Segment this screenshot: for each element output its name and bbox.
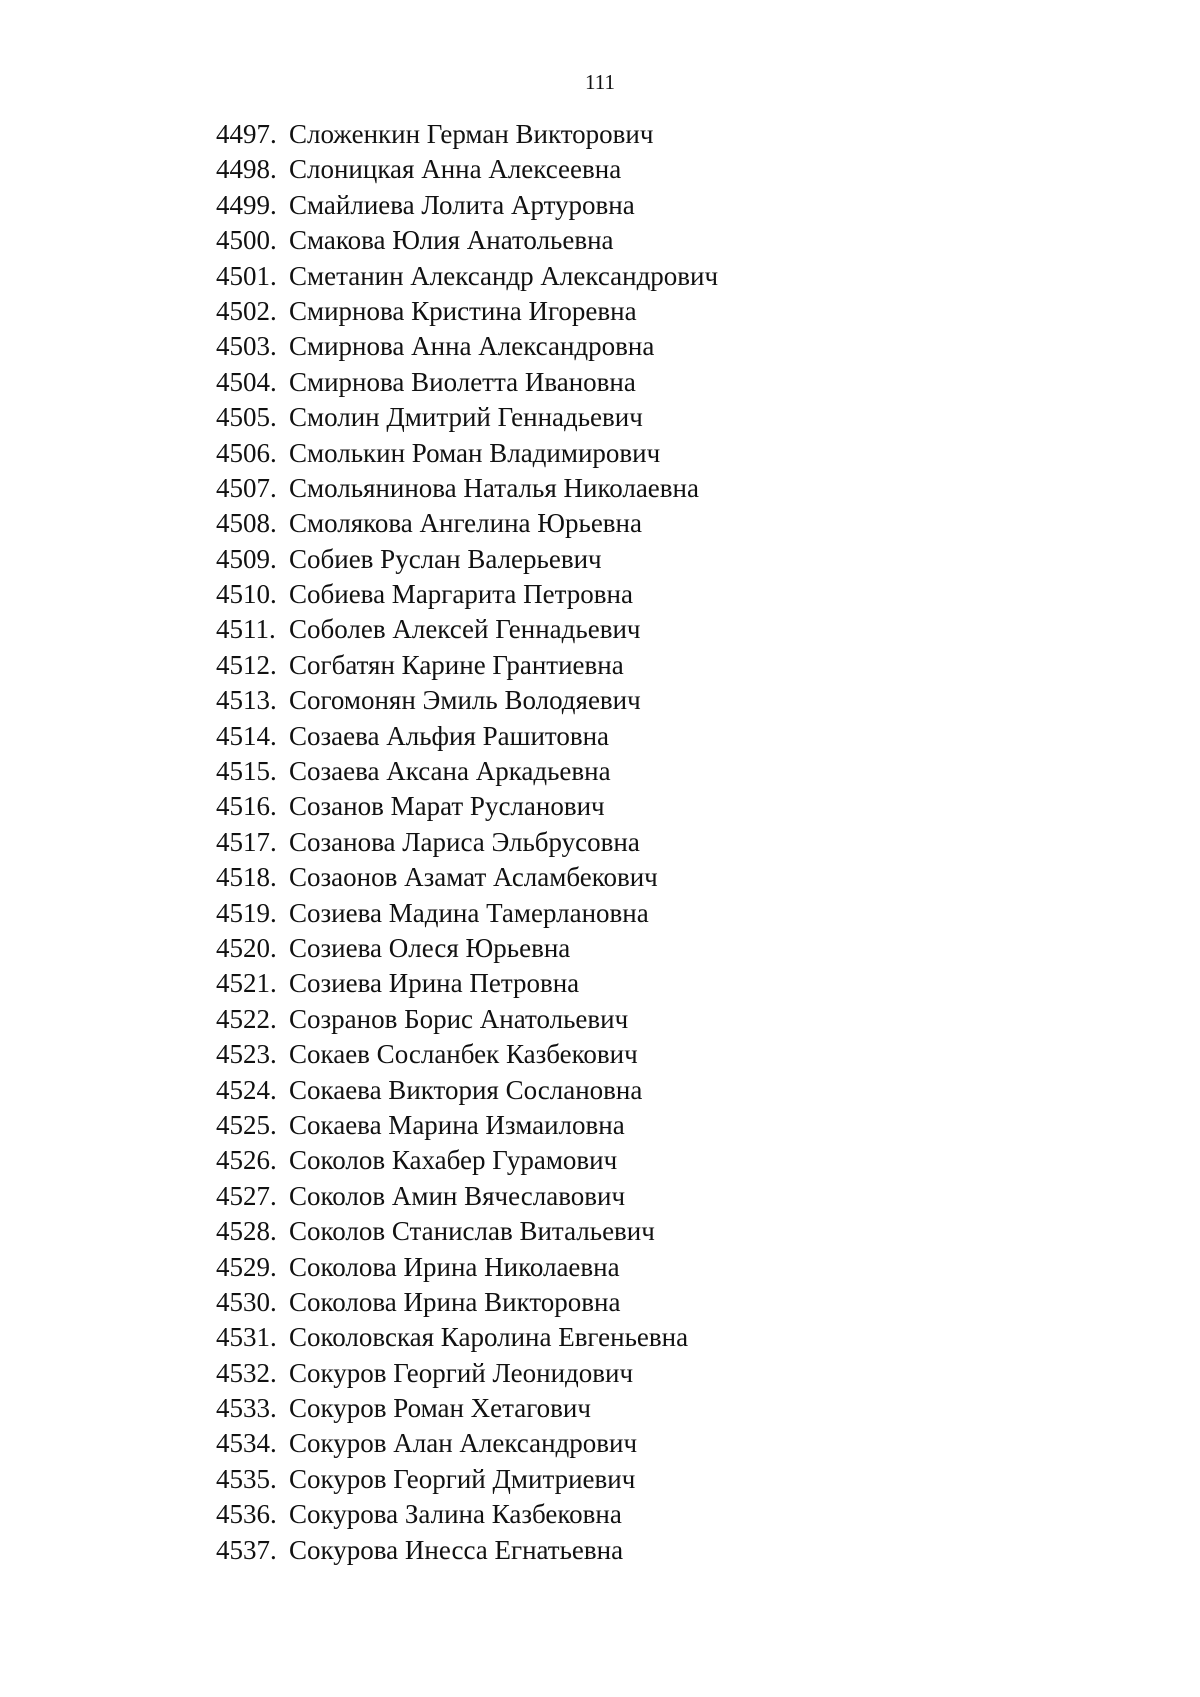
item-name: Сокуров Роман Хетагович: [289, 1393, 591, 1424]
item-name: Сокуров Георгий Леонидович: [289, 1357, 634, 1388]
item-name: Смолькин Роман Владимирович: [289, 437, 661, 468]
list-item: [216, 506, 718, 541]
list-item: [216, 754, 718, 789]
item-name: Созанов Марат Русланович: [289, 791, 605, 822]
list-item: [216, 1214, 718, 1249]
item-name: Смайлиева Лолита Артуровна: [289, 189, 635, 220]
item-number: 4530.: [216, 1286, 277, 1317]
item-name: Смакова Юлия Анатольевна: [289, 225, 614, 256]
item-number: 4516.: [216, 791, 277, 822]
list-item: [216, 612, 718, 647]
list-item: [216, 1285, 718, 1320]
item-number: 4531.: [216, 1322, 277, 1353]
item-number: 4515.: [216, 756, 277, 787]
item-number: 4533.: [216, 1393, 277, 1424]
item-name: Созранов Борис Анатольевич: [289, 1003, 629, 1034]
item-name: Созаонов Азамат Асламбекович: [289, 862, 658, 893]
list-item: [216, 931, 718, 966]
list-item: [216, 1037, 718, 1072]
item-number: 4522.: [216, 1003, 277, 1034]
item-name: Соколова Ирина Викторовна: [289, 1286, 621, 1317]
list-item: [216, 1250, 718, 1285]
item-name: Созиева Олеся Юрьевна: [289, 932, 571, 963]
item-number: 4505.: [216, 402, 277, 433]
list-item: [216, 1462, 718, 1497]
list-item: [216, 294, 718, 329]
list-item: [216, 648, 718, 683]
list-item: [216, 1320, 718, 1355]
item-number: 4519.: [216, 897, 277, 928]
item-number: 4514.: [216, 720, 277, 751]
item-number: 4510.: [216, 579, 277, 610]
item-name: Согомонян Эмиль Володяевич: [289, 685, 641, 716]
item-number: 4502.: [216, 295, 277, 326]
list-item: [216, 1108, 718, 1143]
item-number: 4501.: [216, 260, 277, 291]
item-name: Смолин Дмитрий Геннадьевич: [289, 402, 643, 433]
list-item: [216, 683, 718, 718]
item-number: 4520.: [216, 932, 277, 963]
item-name: Созанова Лариса Эльбрусовна: [289, 826, 640, 857]
list-item: [216, 1143, 718, 1178]
list-item: [216, 789, 718, 824]
item-name: Согбатян Карине Грантиевна: [289, 649, 624, 680]
item-name: Соколов Кахабер Гурамович: [289, 1145, 618, 1176]
item-name: Сметанин Александр Александрович: [289, 260, 719, 291]
item-name: Собиева Маргарита Петровна: [289, 579, 633, 610]
list-item: [216, 1497, 718, 1532]
list-item: [216, 1179, 718, 1214]
item-number: 4536.: [216, 1499, 277, 1530]
item-name: Созаева Аксана Аркадьевна: [289, 756, 611, 787]
list-item: [216, 436, 718, 471]
list-item: [216, 117, 718, 152]
item-number: 4528.: [216, 1216, 277, 1247]
list-item: [216, 152, 718, 187]
list-item: [216, 188, 718, 223]
list-item: [216, 1391, 718, 1426]
item-number: 4529.: [216, 1251, 277, 1282]
item-name: Сокурова Залина Казбековна: [289, 1499, 622, 1530]
list-item: [216, 825, 718, 860]
item-number: 4500.: [216, 225, 277, 256]
item-name: Собиев Руслан Валерьевич: [289, 543, 602, 574]
list-item: [216, 966, 718, 1001]
list-item: [216, 1533, 718, 1568]
list-item: [216, 329, 718, 364]
name-list: [216, 117, 718, 1568]
item-number: 4517.: [216, 826, 277, 857]
item-number: 4507.: [216, 472, 277, 503]
item-number: 4532.: [216, 1357, 277, 1388]
list-item: [216, 365, 718, 400]
item-name: Сокаева Виктория Сослановна: [289, 1074, 643, 1105]
list-item: [216, 719, 718, 754]
item-name: Созиева Мадина Тамерлановна: [289, 897, 649, 928]
item-number: 4504.: [216, 366, 277, 397]
item-number: 4497.: [216, 119, 277, 149]
list-item: [216, 259, 718, 294]
item-name: Созаева Альфия Рашитовна: [289, 720, 610, 751]
item-name: Соколова Ирина Николаевна: [289, 1251, 620, 1282]
item-name: Сокуров Алан Александрович: [289, 1428, 638, 1459]
item-number: 4498.: [216, 154, 277, 185]
item-name: Соколов Станислав Витальевич: [289, 1216, 655, 1247]
item-name: Смирнова Кристина Игоревна: [289, 295, 637, 326]
list-item: [216, 896, 718, 931]
item-name: Смирнова Виолетта Ивановна: [289, 366, 636, 397]
list-item: [216, 400, 718, 435]
list-item: [216, 1002, 718, 1037]
item-number: 4524.: [216, 1074, 277, 1105]
item-number: 4509.: [216, 543, 277, 574]
item-name: Смолякова Ангелина Юрьевна: [289, 508, 642, 539]
list-item: [216, 471, 718, 506]
list-item: [216, 1073, 718, 1108]
item-number: 4503.: [216, 331, 277, 362]
item-number: 4513.: [216, 685, 277, 716]
item-number: 4521.: [216, 968, 277, 999]
item-number: 4535.: [216, 1463, 277, 1494]
item-name: Соколовская Каролина Евгеньевна: [289, 1322, 689, 1353]
item-name: Сокурова Инесса Егнатьевна: [289, 1534, 624, 1565]
item-name: Соболев Алексей Геннадьевич: [289, 614, 641, 645]
item-number: 4525.: [216, 1109, 277, 1140]
item-number: 4523.: [216, 1039, 277, 1070]
item-name: Соколов Амин Вячеславович: [289, 1180, 626, 1211]
item-number: 4526.: [216, 1145, 277, 1176]
item-name: Сокаева Марина Измаиловна: [289, 1109, 625, 1140]
item-number: 4511.: [216, 614, 276, 645]
item-number: 4508.: [216, 508, 277, 539]
list-item: [216, 577, 718, 612]
item-name: Слоницкая Анна Алексеевна: [289, 154, 622, 185]
list-item: [216, 860, 718, 895]
item-name: Смирнова Анна Александровна: [289, 331, 655, 362]
item-number: 4512.: [216, 649, 277, 680]
item-number: 4518.: [216, 862, 277, 893]
list-item: [216, 1426, 718, 1461]
item-number: 4527.: [216, 1180, 277, 1211]
list-item: [216, 1356, 718, 1391]
list-item: [216, 542, 718, 577]
item-number: 4499.: [216, 189, 277, 220]
list-item: [216, 223, 718, 258]
item-name: Смольянинова Наталья Николаевна: [289, 472, 699, 503]
item-name: Сокуров Георгий Дмитриевич: [289, 1463, 636, 1494]
item-name: Сокаев Сосланбек Казбекович: [289, 1039, 638, 1070]
item-number: 4506.: [216, 437, 277, 468]
item-number: 4534.: [216, 1428, 277, 1459]
page-number: 111: [585, 70, 615, 94]
item-name: Сложенкин Герман Викторович: [289, 119, 654, 149]
item-name: Созиева Ирина Петровна: [289, 968, 580, 999]
item-number: 4537.: [216, 1534, 277, 1565]
